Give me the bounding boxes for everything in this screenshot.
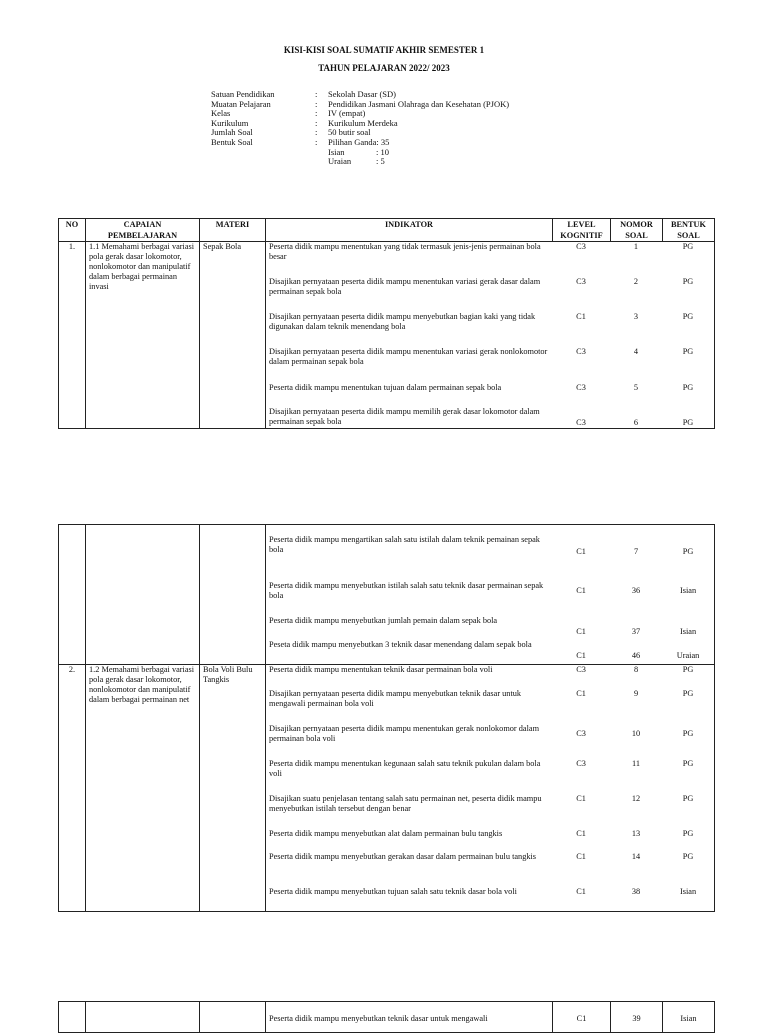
indicator-row: Disajikan pernyataan peserta didik mampu menentukan variasi gerak nonlokomotor dalam permainan sepak bola C3 4 PG xyxy=(269,347,694,366)
header-indikator: INDIKATOR xyxy=(266,219,553,242)
indicator-row: Peserta didik mampu menentukan tujuan dalam permainan sepak bola C3 5 PG xyxy=(269,383,694,392)
capaian-cell: 1.1 Memahami berbagai variasi pola gerak dasar lokomotor, nonlokomotor dan manipulatif dalam berbagai permainan invasi xyxy=(86,242,200,429)
materi-cell: Bola Voli Bulu Tangkis xyxy=(200,665,266,912)
level-cell: C1 xyxy=(553,1002,611,1033)
table-row xyxy=(59,1002,715,1033)
header-no: NO xyxy=(59,219,86,242)
meta-row: Kelas : IV (empat) xyxy=(211,108,366,119)
meta-row: Kurikulum : Kurikulum Merdeka xyxy=(211,117,398,128)
indicator-row: Peserta didik mampu menentukan kegunaan salah satu teknik pukulan dalam bola voli C3 11 PG xyxy=(269,759,694,778)
materi-cell: Sepak Bola xyxy=(200,242,266,429)
indicator-row: Disajikan suatu penjelasan tentang salah satu permainan net, peserta didik mampu menyebutkan istilah tersebut dengan benar C1 12 PG xyxy=(269,794,694,813)
indicator-list xyxy=(266,525,715,665)
indicator-list xyxy=(266,665,715,912)
meta-row: Jumlah Soal : 50 butir soal xyxy=(211,127,371,138)
indicator-row: Disajikan pernyataan peserta didik mampu menyebutkan bagian kaki yang tidak digunakan dalam teknik menendang bola C1 3 PG xyxy=(269,312,694,331)
header-level: LEVEL KOGNITIF xyxy=(553,219,611,242)
indicator-row: Peserta didik mampu menyebutkan gerakan dasar dalam permainan bulu tangkis C1 14 PG xyxy=(269,852,694,861)
indicator-row: Disajikan pernyataan peserta didik mampu menyebutkan teknik dasar untuk mengawali permainan bola voli C1 9 PG xyxy=(269,689,694,708)
table-row xyxy=(59,525,715,665)
header-capaian: CAPAIAN PEMBELAJARAN xyxy=(86,219,200,242)
indicator-row: Peserta didik mampu menentukan teknik dasar permainan bola voli C3 8 PG xyxy=(269,665,694,674)
table-row xyxy=(59,242,715,429)
row-number: 1. xyxy=(59,242,86,429)
table-row xyxy=(59,665,715,912)
capaian-cell: 1.2 Memahami berbagai variasi pola gerak dasar lokomotor, nonlokomotor dan manipulatif dalam berbagai permainan net xyxy=(86,665,200,912)
indicator-row: Peserta didik mampu menyebutkan tujuan salah satu teknik dasar bola voli C1 38 Isian xyxy=(269,887,697,896)
bentuk-cell: Isian xyxy=(663,1002,715,1033)
kisi-table-page3 xyxy=(58,1001,715,1033)
header-bentuk: BENTUK SOAL xyxy=(663,219,715,242)
indicator-row: Disajikan pernyataan peserta didik mampu menentukan variasi gerak dasar dalam permainan sepak bola C3 2 PG xyxy=(269,277,694,296)
kisi-table-page2 xyxy=(58,524,715,912)
document-meta xyxy=(211,90,509,167)
nomor-cell: 39 xyxy=(611,1002,663,1033)
document-title: KISI-KISI SOAL SUMATIF AKHIR SEMESTER 1 xyxy=(283,45,485,55)
document-subtitle: TAHUN PELAJARAN 2022/ 2023 xyxy=(318,63,450,73)
indicator-row: Peserta didik mampu menentukan yang tidak termasuk jenis-jenis permainan bola besar C3 1 PG xyxy=(269,242,694,261)
kisi-table-page1 xyxy=(58,218,715,429)
meta-row: Muatan Pelajaran : Pendidikan Jasmani Olahraga dan Kesehatan (PJOK) xyxy=(211,98,510,109)
indicator-row: Peserta didik mampu menyebutkan istilah salah satu teknik dasar permainan sepak bola C1 36 Isian xyxy=(269,581,697,600)
indicator-row: Peserta didik mampu menyebutkan jumlah pemain dalam sepak bola C1 37 Isian xyxy=(269,616,697,636)
header-materi: MATERI xyxy=(200,219,266,242)
indicator-row: Peserta didik mampu mengartikan salah satu istilah dalam teknik pemainan sepak bola C1 7 PG xyxy=(269,535,694,556)
indicator-cell: Peserta didik mampu menyebutkan teknik dasar untuk mengawali xyxy=(266,1002,553,1033)
indicator-row: Peserta didik mampu menyebutkan alat dalam permainan bulu tangkis C1 13 PG xyxy=(269,829,694,838)
meta-sub-row: Uraian : 5 xyxy=(328,156,385,167)
meta-sub-row: Isian : 10 xyxy=(328,146,389,157)
indicator-row: Disajikan pernyataan peserta didik mampu memilih gerak dasar lokomotor dalam permainan sepak bola C3 6 PG xyxy=(269,407,694,427)
indicator-list xyxy=(266,242,715,429)
meta-row: Satuan Pendidikan : Sekolah Dasar (SD) xyxy=(211,89,396,99)
header-nomor: NOMOR SOAL xyxy=(611,219,663,242)
indicator-row: Disajikan pernyataan peserta didik mampu menentukan gerak nonlokomor dalam permainan bola voli C3 10 PG xyxy=(269,724,694,743)
table-header-row xyxy=(59,219,715,242)
row-number: 2. xyxy=(59,665,86,912)
meta-row: Bentuk Soal : Pilihan Ganda: 35 xyxy=(211,136,390,147)
indicator-row: Peseta didik mampu menyebutkan 3 teknik dasar menendang dalam sepak bola C1 46 Uraian xyxy=(269,640,700,660)
